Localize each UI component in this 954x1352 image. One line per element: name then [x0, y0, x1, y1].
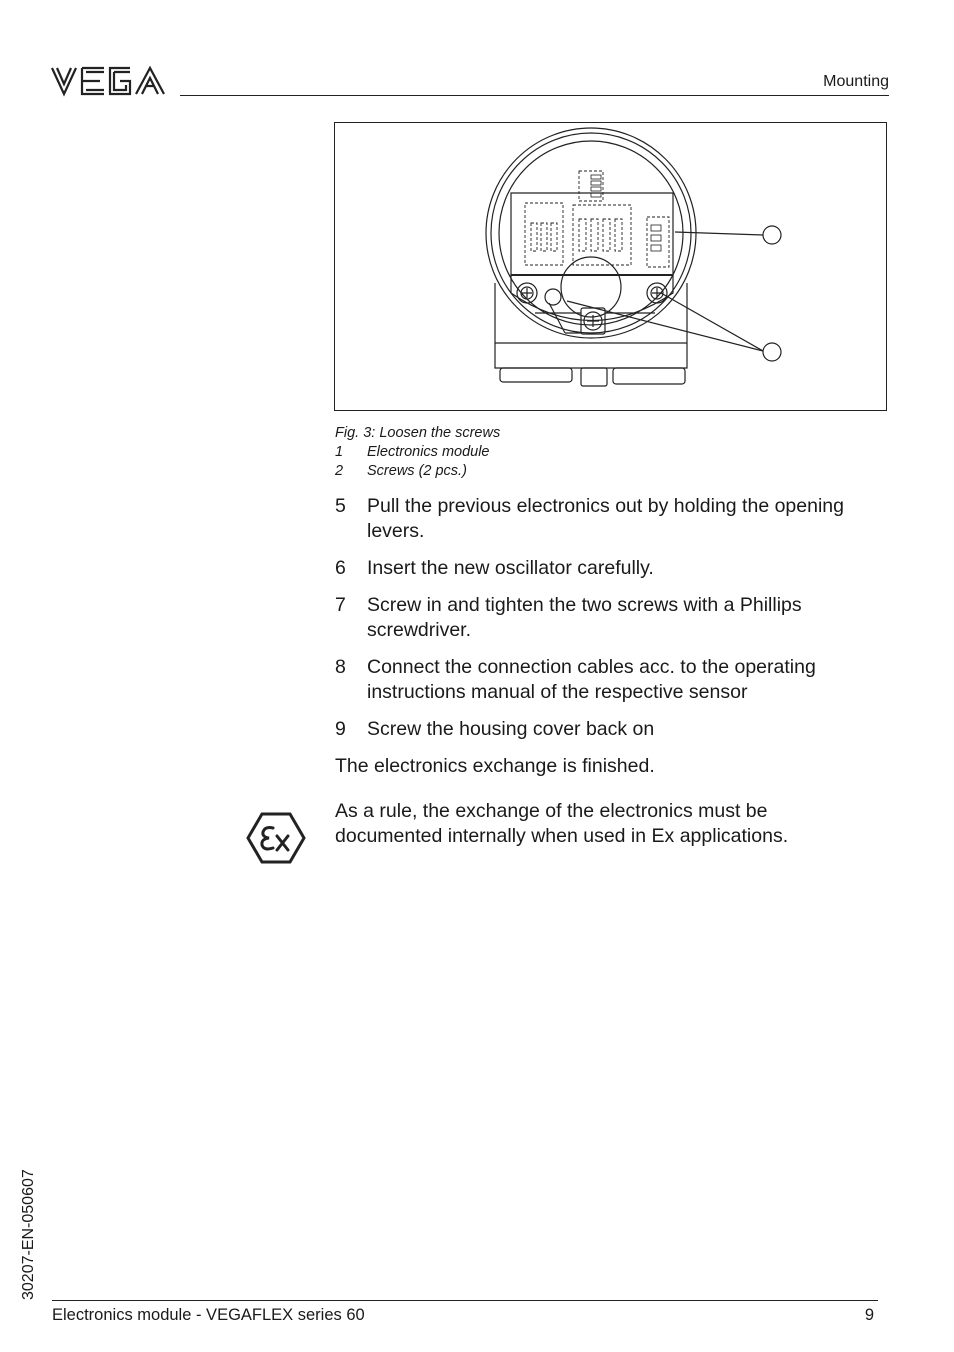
step-text: Screw in and tighten the two screws with a Phillips screwdriver. [367, 594, 802, 641]
step-number: 8 [335, 656, 346, 678]
document-id: 30207-EN-050607 [20, 1169, 37, 1300]
section-title: Mounting [823, 73, 889, 90]
instruction-step [335, 655, 895, 705]
legend-number: 2 [335, 463, 344, 479]
vega-logo [50, 64, 168, 98]
header-rule [180, 95, 889, 96]
step-text: Insert the new oscillator carefully. [367, 557, 654, 579]
instruction-step [335, 556, 895, 581]
closing-paragraph: The electronics exchange is finished. [335, 755, 655, 777]
instruction-step [335, 593, 895, 643]
step-number: 9 [335, 718, 346, 740]
step-text: Screw the housing cover back on [367, 718, 655, 740]
step-number: 6 [335, 557, 346, 579]
electronics-housing-illustration [335, 123, 888, 412]
legend-number: 1 [335, 444, 344, 460]
step-text: Pull the previous electronics out by holding the opening levers. [367, 495, 844, 542]
ex-symbol-icon [246, 812, 306, 864]
footer-rule [52, 1300, 878, 1301]
ex-note-text: As a rule, the exchange of the electronics must be documented internally when used in Ex applications. [335, 800, 789, 847]
step-number: 7 [335, 594, 346, 616]
step-text: Connect the connection cables acc. to the operating instructions manual of the respective sensor [367, 656, 816, 703]
figure-caption: Fig. 3: Loosen the screws [335, 425, 501, 441]
legend-text: Electronics module [367, 444, 490, 460]
instruction-step [335, 717, 895, 742]
page-number: 9 [864, 1306, 874, 1324]
instruction-step [335, 494, 895, 544]
legend-text: Screws (2 pcs.) [367, 463, 467, 479]
figure-frame [334, 122, 887, 411]
step-number: 5 [335, 495, 346, 517]
footer-title: Electronics module - VEGAFLEX series 60 [52, 1306, 365, 1324]
